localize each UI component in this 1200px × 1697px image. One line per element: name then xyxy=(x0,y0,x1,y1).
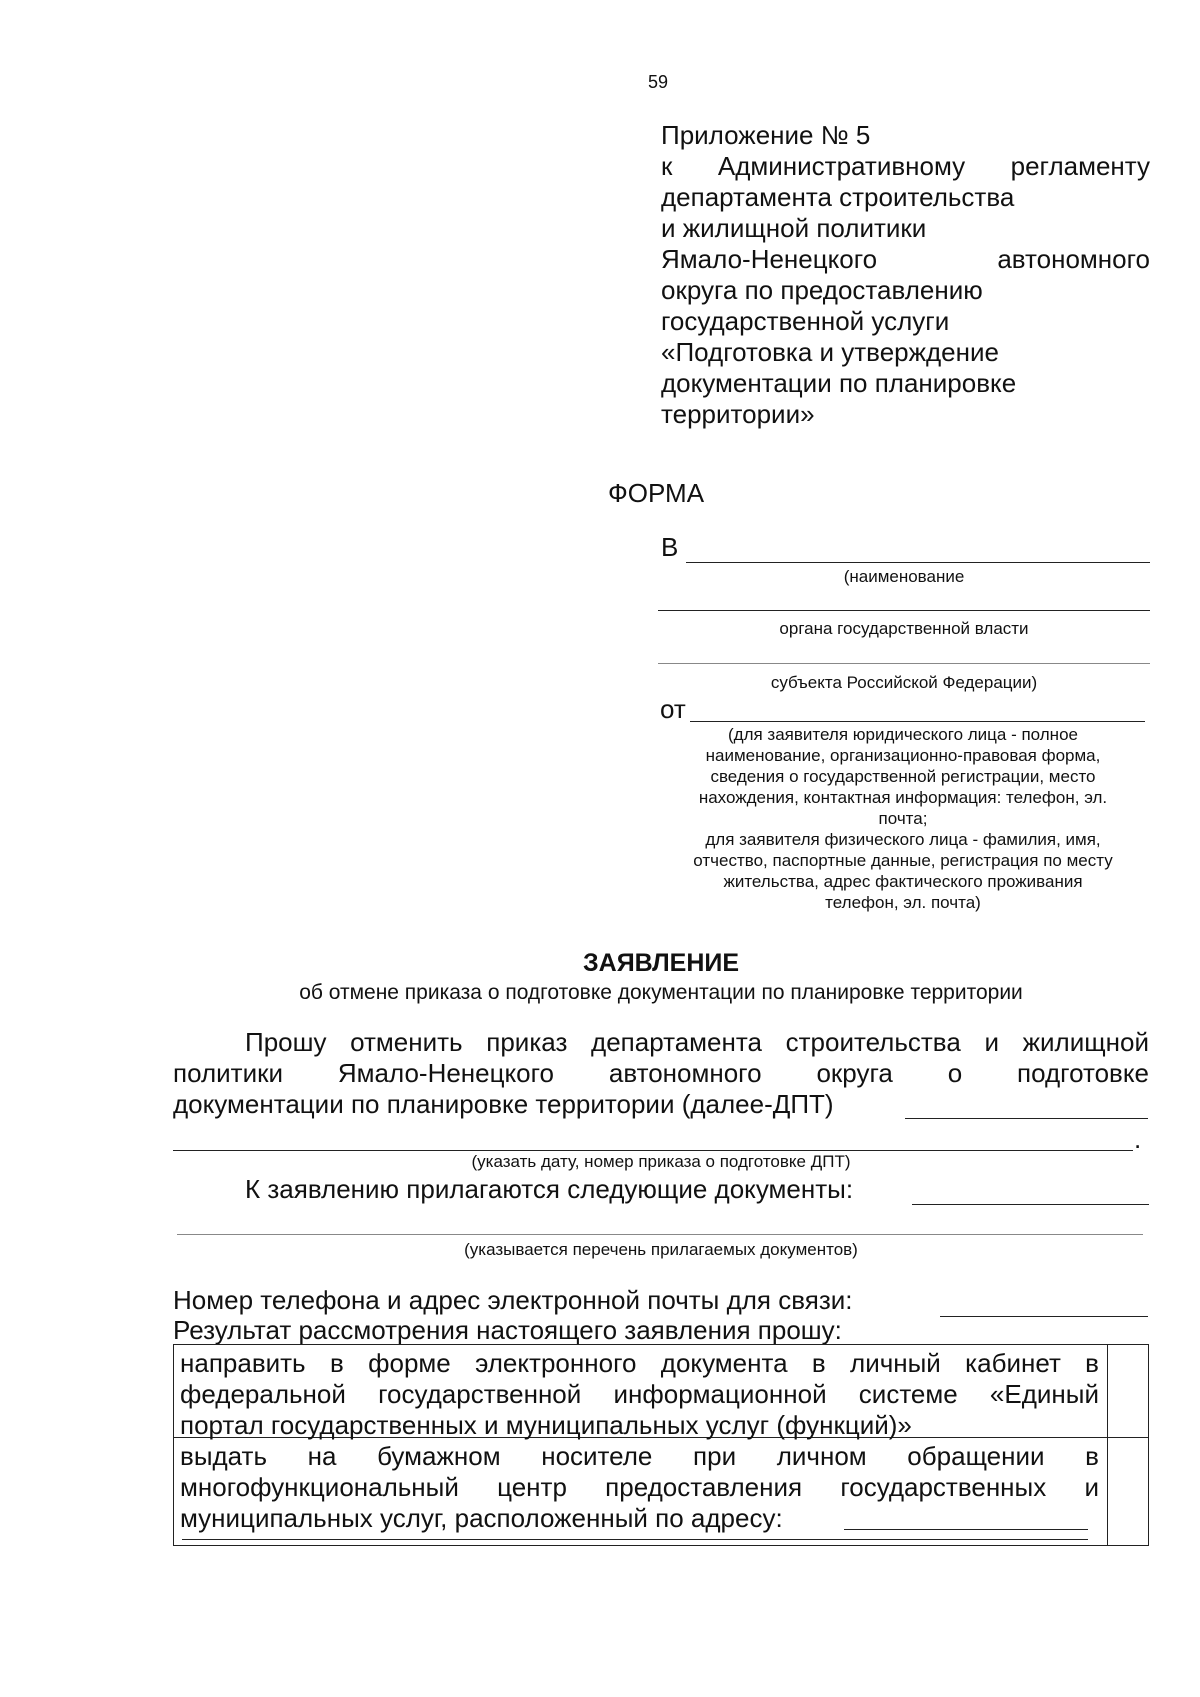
from-hint-line: телефон, эл. почта) xyxy=(825,893,981,912)
contacts-line[interactable] xyxy=(940,1316,1148,1317)
from-hint-line: отчество, паспортные данные, регистрация по месту xyxy=(693,851,1113,870)
from-hint-line: для заявителя физического лица - фамилия, имя, xyxy=(705,830,1101,849)
appendix-line: департамента строительства xyxy=(661,182,1015,212)
order-line-1[interactable] xyxy=(905,1118,1148,1119)
appendix-block xyxy=(661,120,1150,430)
attachments-line-2[interactable] xyxy=(177,1234,1143,1235)
document-title: ЗАЯВЛЕНИЕ xyxy=(582,949,740,977)
from-hint-line: жительства, адрес фактического проживания xyxy=(723,872,1083,891)
from-line[interactable] xyxy=(690,721,1145,722)
result-options-table xyxy=(173,1344,1149,1546)
request-line: Прошу отменить приказ департамента строительства и жилищной xyxy=(245,1027,1149,1057)
option-line: выдать на бумажном носителе при личном обращении в xyxy=(180,1441,1099,1471)
from-hint-line: наименование, организационно-правовая форма, xyxy=(705,746,1101,765)
addressee-hint-3: субъекта Российской Федерации) xyxy=(770,673,1038,692)
from-prefix: от xyxy=(660,694,686,724)
order-hint: (указать дату, номер приказа о подготовке ДПТ) xyxy=(471,1152,851,1171)
appendix-line: документации по планировке xyxy=(661,368,1017,398)
appendix-line: Ямало-Ненецкого автономного xyxy=(661,244,1150,274)
option-checkbox[interactable] xyxy=(1108,1345,1149,1438)
option-row xyxy=(174,1438,1149,1546)
option-text xyxy=(174,1438,1108,1546)
from-hint xyxy=(652,724,1154,913)
page-number: 59 xyxy=(648,72,669,92)
option-line: муниципальных услуг, расположенный по адресу: xyxy=(180,1503,783,1533)
attachments-label: К заявлению прилагаются следующие документы: xyxy=(245,1174,854,1204)
appendix-line: Приложение № 5 xyxy=(661,120,871,150)
to-prefix: В xyxy=(661,532,679,562)
appendix-line: «Подготовка и утверждение xyxy=(661,337,999,367)
option-row xyxy=(174,1345,1149,1438)
address-line-2[interactable] xyxy=(182,1539,1088,1540)
appendix-line: территории» xyxy=(661,399,815,429)
option-line: многофункциональный центр предоставления государственных и xyxy=(180,1472,1099,1502)
form-label: ФОРМА xyxy=(608,478,705,508)
option-line: федеральной государственной информационной системе «Единый xyxy=(180,1379,1099,1409)
request-paragraph xyxy=(173,1027,1149,1120)
addressee-line-2[interactable] xyxy=(658,610,1150,611)
request-line: документации по планировке территории (далее-ДПТ) xyxy=(173,1089,834,1119)
appendix-line: округа по предоставлению xyxy=(661,275,983,305)
request-line: политики Ямало-Ненецкого автономного округа о подготовке xyxy=(173,1058,1149,1088)
option-line: направить в форме электронного документа в личный кабинет в xyxy=(180,1348,1099,1378)
from-hint-line: (для заявителя юридического лица - полное xyxy=(728,725,1078,744)
order-period: . xyxy=(1134,1124,1142,1154)
from-hint-line: сведения о государственной регистрации, место xyxy=(710,767,1096,786)
addressee-line-1[interactable] xyxy=(686,562,1150,563)
appendix-line: государственной услуги xyxy=(661,306,950,336)
addressee-hint-1: (наименование xyxy=(843,567,965,586)
addressee-hint-2: органа государственной власти xyxy=(779,619,1029,638)
addressee-line-3[interactable] xyxy=(658,663,1150,664)
option-checkbox[interactable] xyxy=(1108,1438,1149,1546)
option-text xyxy=(174,1345,1108,1438)
attachments-hint: (указывается перечень прилагаемых документов) xyxy=(464,1240,858,1259)
address-line-1[interactable] xyxy=(844,1529,1088,1530)
contacts-label: Номер телефона и адрес электронной почты для связи: xyxy=(173,1285,853,1315)
attachments-line-1[interactable] xyxy=(912,1204,1149,1205)
document-subtitle: об отмене приказа о подготовке документации по планировке территории xyxy=(299,981,1023,1004)
result-label: Результат рассмотрения настоящего заявления прошу: xyxy=(173,1315,842,1345)
option-line: портал государственных и муниципальных услуг (функций)» xyxy=(180,1410,912,1440)
from-hint-line: почта; xyxy=(878,809,928,828)
appendix-line: и жилищной политики xyxy=(661,213,927,243)
from-hint-line: нахождения, контактная информация: телефон, эл. xyxy=(698,788,1108,807)
appendix-line: к Административному регламенту xyxy=(661,151,1150,181)
